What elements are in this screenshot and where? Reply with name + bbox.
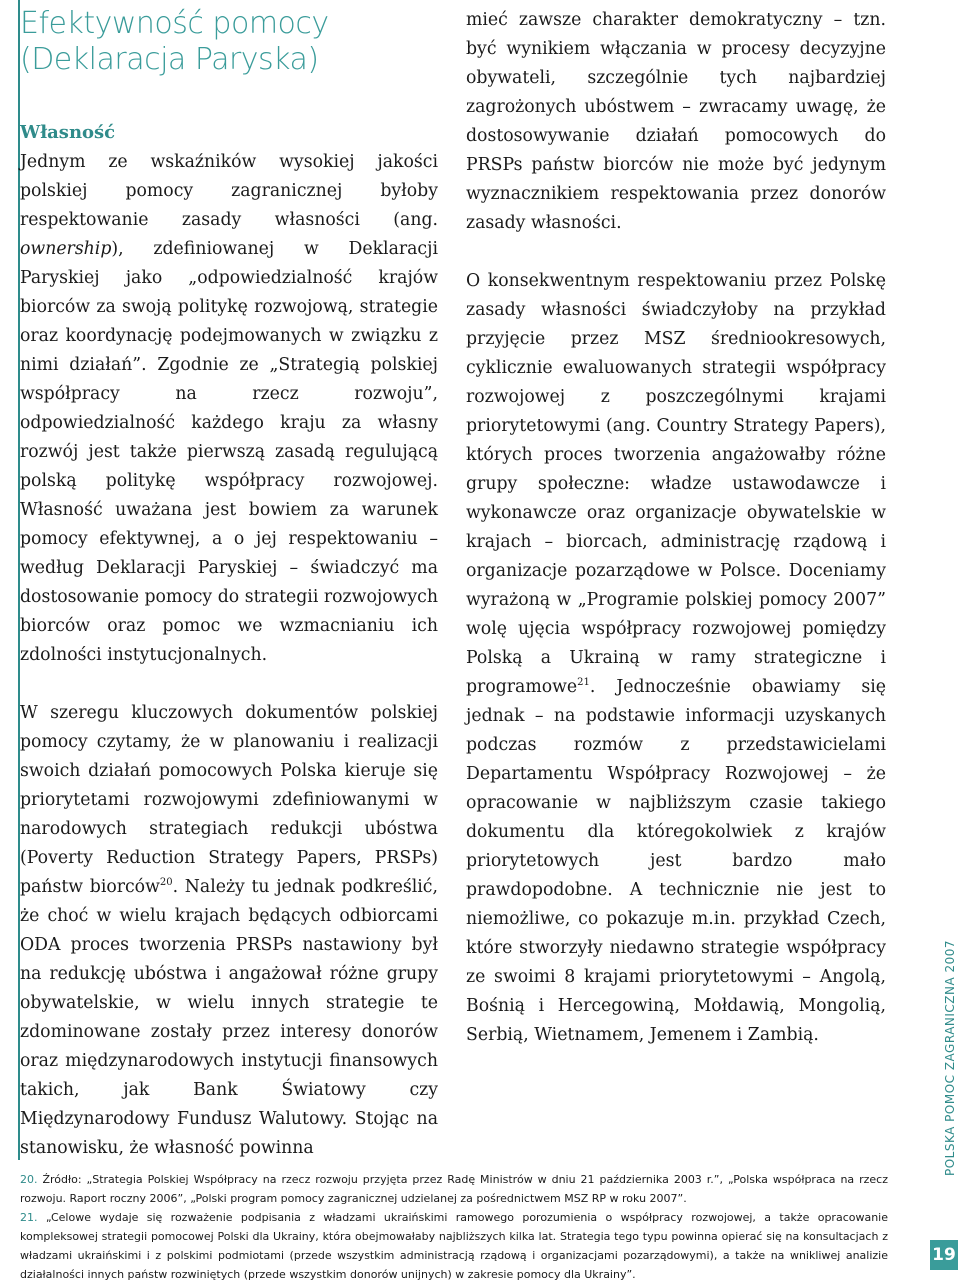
footnote-number: 21. bbox=[20, 1211, 38, 1224]
left-paragraph-2 bbox=[20, 699, 438, 1163]
text-run: . Należy tu jednak podkreślić, że choć w wielu krajach będących odbiorcami ODA proces tworzenia PRSPs nastawiony był na redukcję ubóstwa i angażował różne grupy obywatelskie, w wielu innych strategie te zdominowane zostały przez interesy donorów oraz międzynarodowych instytucji finansowych takich, jak Bank Światowy czy Międzynarodowy Fundusz Walutowy. Stojąc na stanowisku, że własność powinna bbox=[20, 877, 438, 1158]
footnote-ref-20: 20 bbox=[159, 877, 173, 889]
text-run: W szeregu kluczowych dokumentów polskiej pomocy czytamy, że w planowaniu i realizacji swoich działań pomocowych Polska kieruje się priorytetami rozwojowymi zdefiniowanymi w narodowych strategiach redukcji ubóstwa (Poverty Reduction Strategy Papers, PRSPs) państw biorców bbox=[20, 703, 438, 897]
text-run: Jednym ze wskaźników wysokiej jakości polskiej pomocy zagranicznej byłoby respektowanie zasady własności (ang. bbox=[20, 152, 438, 230]
footnote-21 bbox=[20, 1208, 888, 1284]
page-number: 19 bbox=[930, 1240, 958, 1270]
title-line-1: Efektywność pomocy bbox=[20, 6, 329, 41]
footnote-text: Źródło: „Strategia Polskiej Współpracy na rzecz rozwoju przyjęta przez Radę Ministrów w dniu 21 października 2003 r.”, „Polska współpraca na rzecz rozwoju. Raport roczny 2006”, „Polski program pomocy zagranicznej udzielanej za pośrednictwem MSZ RP w roku 2007”. bbox=[20, 1173, 888, 1205]
section-heading: Własność bbox=[20, 122, 116, 143]
footnote-20 bbox=[20, 1170, 888, 1208]
right-paragraph-2 bbox=[466, 267, 886, 1050]
page-title bbox=[20, 6, 438, 78]
footnotes bbox=[20, 1170, 888, 1284]
side-label-container bbox=[915, 939, 957, 1176]
text-run: O konsekwentnym respektowaniu przez Polskę zasady własności świadczyłoby na przykład przyjęcie przez MSZ średniookresowych, cyklicznie ewaluowanych strategii współpracy rozwojowej z poszczególnymi krajami priorytetowymi (ang. Country Strategy Papers), których proces tworzenia angażowałby różne grupy społeczne: władze ustawodawcze i wykonawcze oraz organizacje obywatelskie w krajach – biorcach, administrację rządową i organizacje pozarządowe w Polsce. Doceniamy wyrażoną w „Programie polskiej pomocy 2007” wolę ujęcia współpracy rozwojowej pomiędzy Polską a Ukrainą w ramy strategiczne i programowe bbox=[466, 271, 886, 697]
footnote-ref-21: 21 bbox=[577, 677, 590, 689]
right-paragraph-1: mieć zawsze charakter demokratyczny – tzn. być wynikiem włączania w procesy decyzyjne obywateli, szczególnie tych najbardziej zagrożonych ubóstwem – zwracamy uwagę, że dostosowywanie działań pomocowych do PRSPs państw biorców nie może być jedynym wyznacznikiem respektowania przez donorów zasady własności. bbox=[466, 10, 886, 233]
left-column bbox=[20, 6, 438, 1163]
text-run: . Jednocześnie obawiamy się jednak – na podstawie informacji uzyskanych podczas rozmów z przedstawicielami Departamentu Współpracy Rozwojowej – że opracowanie w najbliższym czasie takiego dokumentu dla któregokolwiek z krajów priorytetowych jest bardzo mało prawdopodobne. A technicznie nie jest to niemożliwe, co pokazuje m.in. przykład Czech, które stworzyły niedawno strategie współpracy ze swoimi 8 krajami priorytetowymi – Angolą, Bośnią i Hercegowiną, Mołdawią, Mongolią, Serbią, Wietnamem, Jemenem i Zambią. bbox=[466, 677, 886, 1045]
text-run: ), zdefiniowanej w Deklaracji Paryskiej jako „odpowiedzialność krajów biorców za swoją politykę rozwojową, strategie oraz koordynację podejmowanych w związku z nimi działań”. Zgodnie ze „Strategią polskiej współpracy na rzecz rozwoju”, odpowiedzialność każdego kraju za własny rozwój jest także pierwszą zasadą regulującą polską politykę współpracy rozwojowej. Własność uważana jest bowiem za warunek pomocy efektywnej, a o jej respektowaniu – według Deklaracji Paryskiej – świadczyć ma dostosowanie pomocy do strategii rozwojowych biorców oraz pomoc we wzmacnianiu ich zdolności instytucjonalnych. bbox=[20, 239, 438, 665]
right-column bbox=[466, 6, 886, 1050]
footnote-number: 20. bbox=[20, 1173, 38, 1186]
title-line-2: (Deklaracja Paryska) bbox=[20, 42, 319, 77]
left-paragraph-1 bbox=[20, 148, 438, 670]
side-label: POLSKA POMOC ZAGRANICZNA 2007 bbox=[943, 939, 957, 1176]
footnote-text: „Celowe wydaje się rozważenie podpisania z władzami ukraińskimi ramowego porozumienia o współpracy rozwojowej, a także opracowanie kompleksowej strategii pomocowej Polski dla Ukrainy, która obejmowałaby najbliższych kilka lat. Strategia tego typu powinna opierać się na konsultacjach z władzami ukraińskimi i z polskimi podmiotami (przede wszystkim administracją rządową i organizacjami pozarządowymi), a także na wnikliwej analizie działalności innych państw rozwiniętych (przede wszystkim donorów unijnych) w zakresie pomocy dla Ukrainy”. bbox=[20, 1211, 889, 1281]
ownership-term: ownership bbox=[20, 239, 112, 259]
